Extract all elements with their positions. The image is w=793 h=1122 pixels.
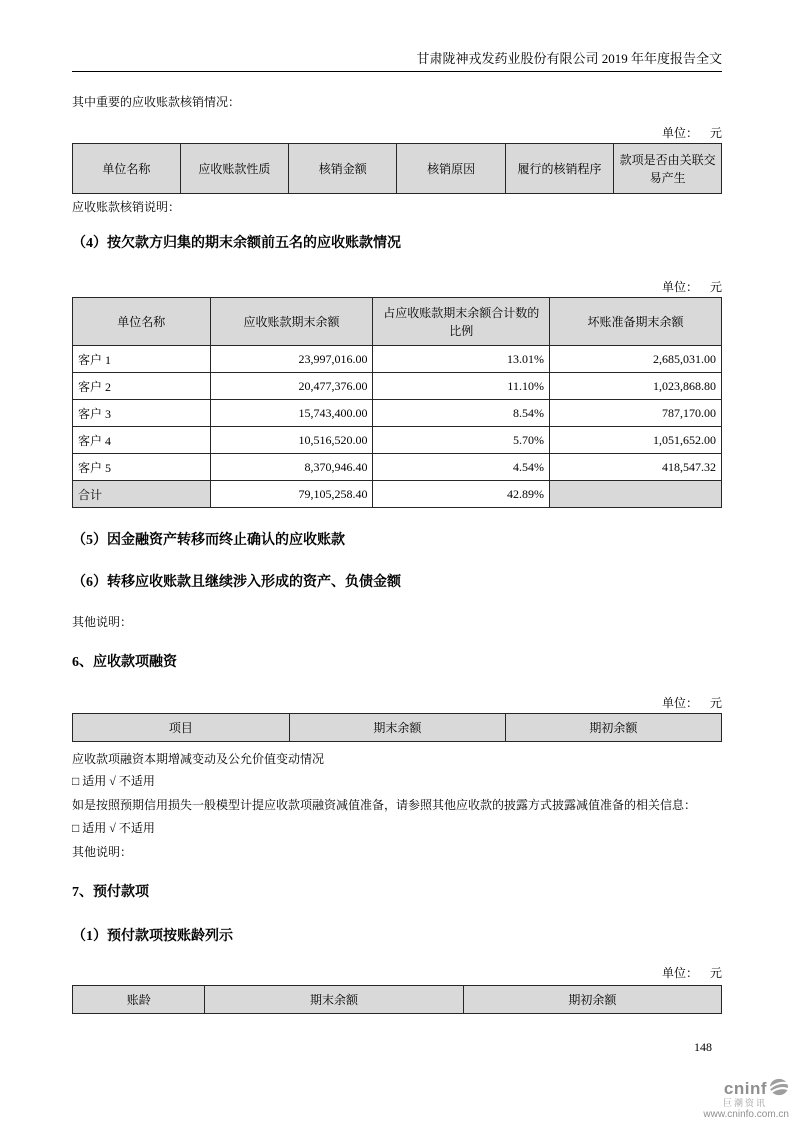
cninfo-url: www.cninfo.com.cn [703, 1109, 789, 1121]
column-header: 单位名称 [73, 144, 181, 194]
balance-cell: 10,516,520.00 [210, 427, 373, 454]
unit-value-text: 元 [709, 126, 722, 140]
unit-label-2 [72, 278, 722, 295]
balance-cell: 20,477,376.00 [210, 373, 373, 400]
top5-table-header-row [73, 298, 722, 346]
ratio-cell: 13.01% [373, 346, 550, 373]
column-header: 核销原因 [397, 144, 505, 194]
header-rule [72, 71, 722, 72]
ratio-cell: 11.10% [373, 373, 550, 400]
other-notes-label: 其他说明： [72, 845, 133, 859]
receivables-financing-title: 6、应收款项融资 [72, 655, 177, 670]
provision-cell: 2,685,031.00 [549, 346, 721, 373]
table-row [73, 427, 722, 454]
applicable-checkbox-line: □ 适用 √ 不适用 [72, 821, 155, 835]
writeoff-table [72, 143, 722, 194]
customer-name-cell: 客户 5 [73, 454, 211, 481]
impairment-note: 如是按照预期信用损失一般模型计提应收款项融资减值准备，请参照其他应收款的披露方式披露减值准备的相关信息： [72, 798, 697, 812]
applicable-checkbox-line: □ 适用 √ 不适用 [72, 774, 155, 788]
column-header: 应收账款性质 [180, 144, 288, 194]
unit-label-1 [72, 124, 722, 141]
column-header: 期初余额 [463, 986, 721, 1014]
column-header: 占应收账款期末余额合计数的比例 [373, 298, 550, 346]
ratio-cell: 5.70% [373, 427, 550, 454]
unit-value-text: 元 [709, 966, 722, 980]
total-label-cell: 合计 [73, 481, 211, 508]
table-row [73, 454, 722, 481]
column-header: 期末余额 [205, 986, 463, 1014]
intro-text: 其中重要的应收账款核销情况： [72, 95, 241, 109]
unit-value-text: 元 [709, 280, 722, 294]
financing-change-note: 应收款项融资本期增减变动及公允价值变动情况 [72, 752, 325, 766]
cninfo-chinese-name: 巨潮资讯 [722, 1097, 767, 1108]
prepayments-title: 7、预付款项 [72, 885, 149, 900]
page-number: 148 [694, 1040, 712, 1054]
prepay-table-header-row [73, 986, 722, 1014]
column-header: 账龄 [73, 986, 205, 1014]
column-header: 款项是否由关联交易产生 [614, 144, 722, 194]
financing-table-header-row [73, 714, 722, 742]
balance-cell: 8,370,946.40 [210, 454, 373, 481]
provision-cell: 418,547.32 [549, 454, 721, 481]
unit-label-text: 单位： [661, 126, 698, 140]
cninfo-brand-text: cninf [723, 1079, 767, 1099]
table-row [73, 400, 722, 427]
unit-label-text: 单位： [661, 280, 698, 294]
section-5-title: （5）因金融资产转移而终止确认的应收账款 [72, 533, 345, 548]
report-header-title: 甘肃陇神戎发药业股份有限公司 2019 年年度报告全文 [416, 51, 722, 66]
section-6-title: （6）转移应收账款且继续涉入形成的资产、负债金额 [72, 575, 401, 590]
column-header: 单位名称 [73, 298, 211, 346]
top5-receivables-table [72, 297, 722, 508]
cninfo-swirl-icon [769, 1078, 789, 1101]
column-header: 期初余额 [505, 714, 721, 742]
unit-label-3 [72, 694, 722, 711]
writeoff-note: 应收账款核销说明： [72, 200, 181, 214]
section-4-title: （4）按欠款方归集的期末余额前五名的应收账款情况 [72, 236, 401, 251]
column-header: 应收账款期末余额 [210, 298, 373, 346]
provision-cell: 1,023,868.80 [549, 373, 721, 400]
balance-cell: 23,997,016.00 [210, 346, 373, 373]
column-header: 核销金额 [289, 144, 397, 194]
customer-name-cell: 客户 4 [73, 427, 211, 454]
provision-cell: 787,170.00 [549, 400, 721, 427]
total-ratio-cell: 42.89% [373, 481, 550, 508]
customer-name-cell: 客户 2 [73, 373, 211, 400]
other-notes-label: 其他说明： [72, 615, 133, 629]
unit-label-text: 单位： [661, 966, 698, 980]
table-row [73, 373, 722, 400]
provision-cell: 1,051,652.00 [549, 427, 721, 454]
column-header: 履行的核销程序 [505, 144, 613, 194]
prepayments-aging-title: （1）预付款项按账龄列示 [72, 929, 233, 944]
unit-label-4 [72, 964, 722, 981]
prepayments-aging-table [72, 985, 722, 1014]
column-header: 坏账准备期末余额 [549, 298, 721, 346]
unit-value-text: 元 [709, 696, 722, 710]
customer-name-cell: 客户 3 [73, 400, 211, 427]
ratio-cell: 4.54% [373, 454, 550, 481]
financing-table [72, 713, 722, 742]
unit-label-text: 单位： [661, 696, 698, 710]
total-balance-cell: 79,105,258.40 [210, 481, 373, 508]
cninfo-logo [679, 1078, 789, 1121]
column-header: 项目 [73, 714, 290, 742]
writeoff-table-header-row [73, 144, 722, 194]
balance-cell: 15,743,400.00 [210, 400, 373, 427]
total-row [73, 481, 722, 508]
ratio-cell: 8.54% [373, 400, 550, 427]
total-provision-cell [549, 481, 721, 508]
table-row [73, 346, 722, 373]
customer-name-cell: 客户 1 [73, 346, 211, 373]
column-header: 期末余额 [289, 714, 505, 742]
